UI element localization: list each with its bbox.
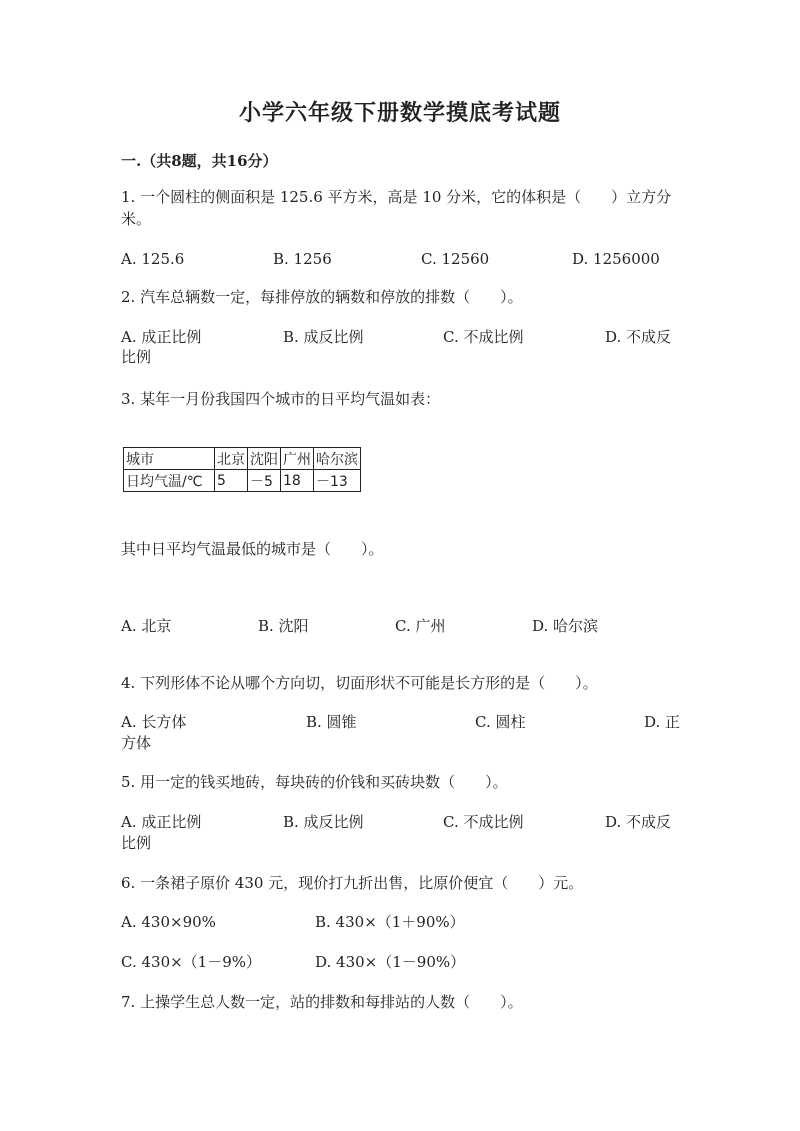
q2-option-a[interactable]: A. 成正比例 <box>121 328 202 346</box>
q2-option-d-wrap: 比例 <box>121 348 152 366</box>
question-5: 5. 用一定的钱买地砖，每块砖的价钱和买砖块数（ ）。 <box>121 773 508 791</box>
q6-option-b[interactable]: B. 430×（1＋90%） <box>315 913 465 931</box>
q3-option-d[interactable]: D. 哈尔滨 <box>532 617 599 635</box>
q2-option-b[interactable]: B. 成反比例 <box>283 328 364 346</box>
q4-option-d[interactable]: D. 正 <box>644 713 681 731</box>
table-cell: 5 <box>215 470 248 492</box>
question-4: 4. 下列形体不论从哪个方向切，切面形状不可能是长方形的是（ ）。 <box>121 674 598 692</box>
question-1: 1. 一个圆柱的侧面积是 125.6 平方米，高是 10 分米，它的体积是（ ）立方分米。 <box>121 188 672 228</box>
page-title: 小学六年级下册数学摸底考试题 <box>238 100 561 126</box>
q2-option-c[interactable]: C. 不成比例 <box>443 328 524 346</box>
question-3: 3. 某年一月份我国四个城市的日平均气温如表： <box>121 390 441 408</box>
q6-option-c[interactable]: C. 430×（1－9%） <box>121 953 262 971</box>
question-2: 2. 汽车总辆数一定，每排停放的辆数和停放的排数（ ）。 <box>121 288 523 306</box>
q5-option-c[interactable]: C. 不成比例 <box>443 813 524 831</box>
q1-option-c[interactable]: C. 12560 <box>421 250 490 268</box>
q6-option-a[interactable]: A. 430×90% <box>121 913 216 931</box>
q3-option-b[interactable]: B. 沈阳 <box>258 617 309 635</box>
question-3-prompt: 其中日平均气温最低的城市是（ ）。 <box>121 540 384 558</box>
q5-option-d[interactable]: D. 不成反 <box>605 813 672 831</box>
table-cell: 18 <box>281 470 314 492</box>
table-cell: 沈阳 <box>248 448 281 470</box>
table-cell: 城市 <box>124 448 215 470</box>
q1-option-d[interactable]: D. 1256000 <box>572 250 660 268</box>
question-7: 7. 上操学生总人数一定，站的排数和每排站的人数（ ）。 <box>121 993 523 1011</box>
table-header-row <box>124 448 361 470</box>
q4-option-c[interactable]: C. 圆柱 <box>475 713 526 731</box>
table-cell: 哈尔滨 <box>314 448 361 470</box>
table-row <box>124 470 361 492</box>
table-cell: －13 <box>314 470 361 492</box>
q3-option-c[interactable]: C. 广州 <box>395 617 446 635</box>
table-cell: 日均气温/℃ <box>124 470 215 492</box>
table-cell: 北京 <box>215 448 248 470</box>
temperature-table <box>123 447 361 492</box>
table-cell: 广州 <box>281 448 314 470</box>
q4-option-a[interactable]: A. 长方体 <box>121 713 187 731</box>
q5-option-b[interactable]: B. 成反比例 <box>283 813 364 831</box>
q6-option-d[interactable]: D. 430×（1－90%） <box>315 953 466 971</box>
table-cell: －5 <box>248 470 281 492</box>
q3-option-a[interactable]: A. 北京 <box>121 617 172 635</box>
q5-option-a[interactable]: A. 成正比例 <box>121 813 202 831</box>
q1-option-b[interactable]: B. 1256 <box>273 250 332 268</box>
section-heading: 一.（共8题，共16分） <box>121 152 278 170</box>
question-6: 6. 一条裙子原价 430 元，现价打九折出售，比原价便宜（ ）元。 <box>121 874 584 892</box>
q2-option-d[interactable]: D. 不成反 <box>605 328 672 346</box>
q4-option-b[interactable]: B. 圆锥 <box>306 713 357 731</box>
q1-option-a[interactable]: A. 125.6 <box>121 250 185 268</box>
q4-option-d-wrap: 方体 <box>121 734 152 752</box>
q5-option-d-wrap: 比例 <box>121 834 152 852</box>
